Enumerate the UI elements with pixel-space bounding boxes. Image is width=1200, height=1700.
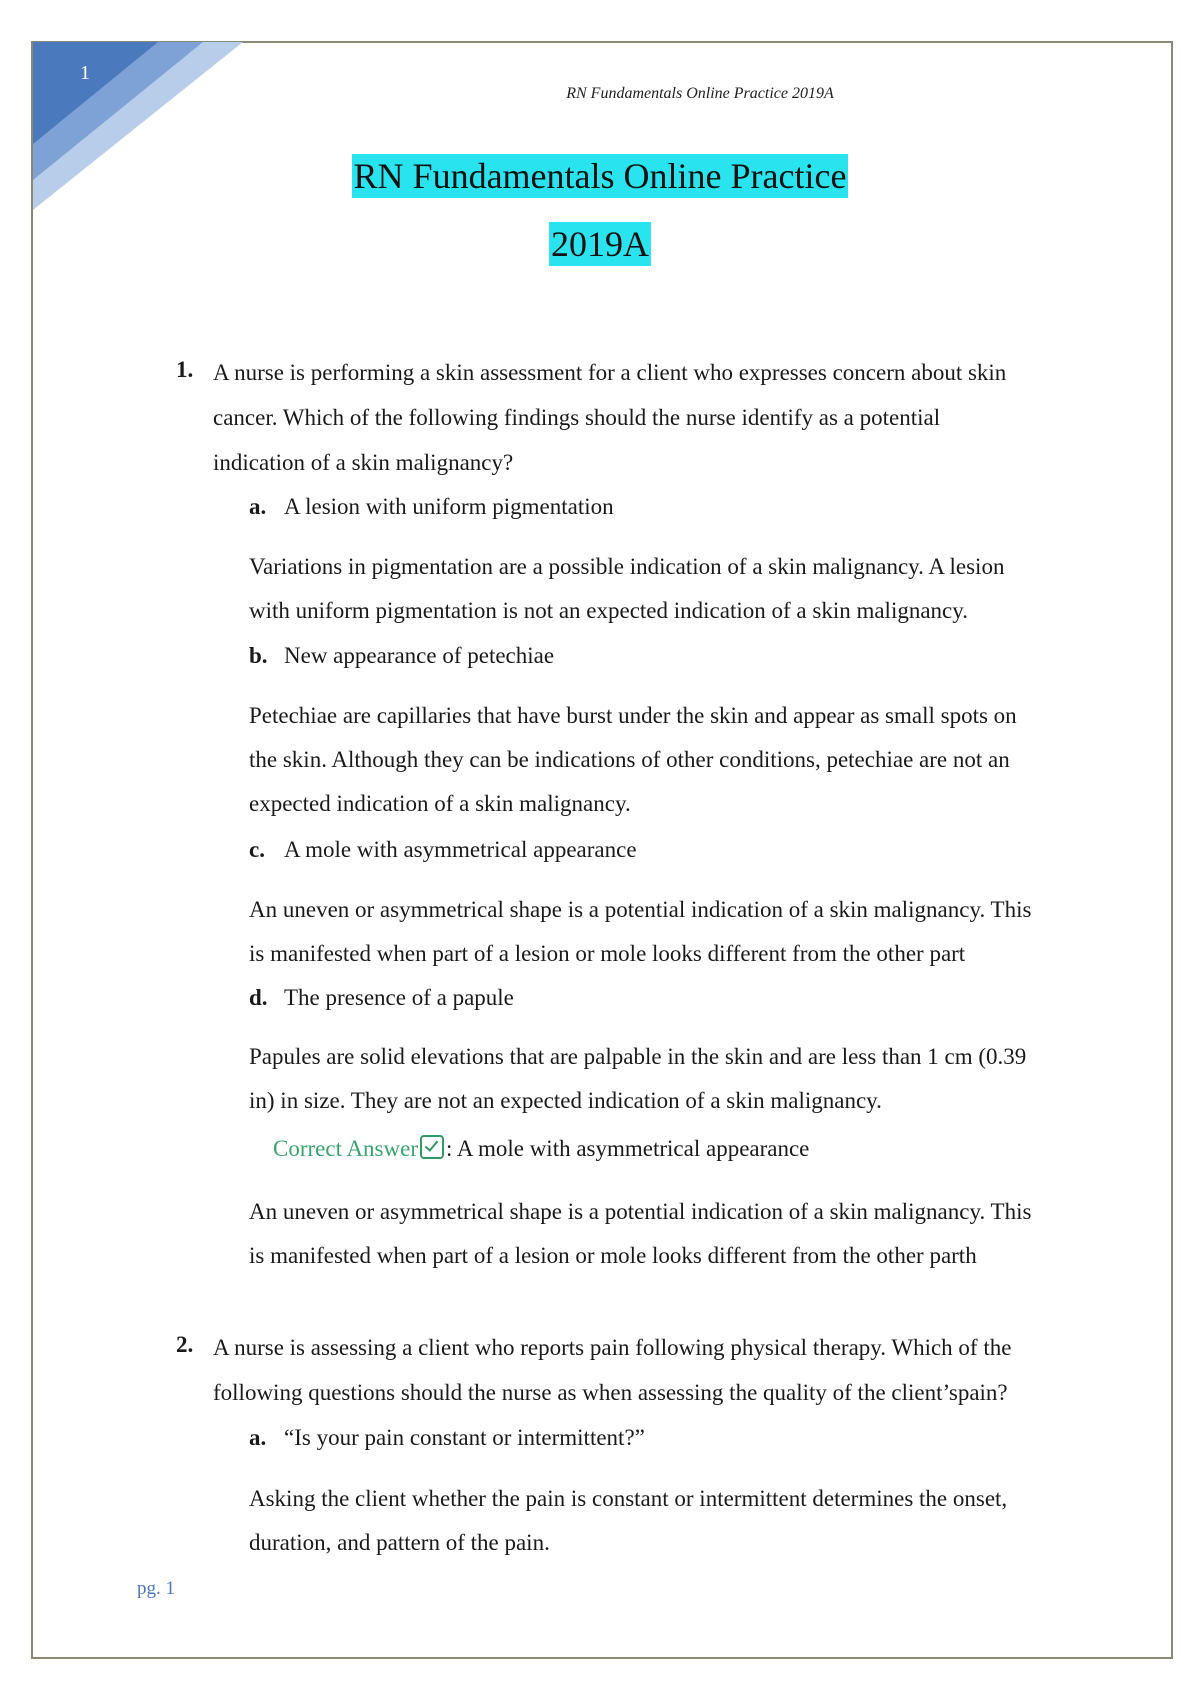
running-header: RN Fundamentals Online Practice 2019A xyxy=(566,85,834,102)
correct-answer-value: : A mole with asymmetrical appearance xyxy=(446,1136,810,1161)
page-title-line1: RN Fundamentals Online Practice xyxy=(353,156,847,196)
explanation-line: Papules are solid elevations that are palpable in the skin and are less than 1 cm (0.39 xyxy=(249,1044,1027,1069)
question-text xyxy=(213,1325,1043,1415)
option-letter: a. xyxy=(249,1425,267,1450)
option-explanation xyxy=(249,694,1069,826)
explanation-line: Petechiae are capillaries that have burst under the skin and appear as small spots on xyxy=(249,703,1017,728)
explanation-line: Asking the client whether the pain is constant or intermittent determines the onset, xyxy=(249,1486,1008,1511)
explanation-line: duration, and pattern of the pain. xyxy=(249,1530,550,1555)
correct-answer xyxy=(273,1135,809,1162)
option-text: “Is your pain constant or intermittent?” xyxy=(284,1425,645,1450)
option-letter: b. xyxy=(249,643,268,668)
option-explanation xyxy=(249,1477,1069,1565)
answer-explanation xyxy=(249,1190,1069,1278)
question-line: cancer. Which of the following findings should the nurse identify as a potential xyxy=(213,405,941,430)
explanation-line: expected indication of a skin malignancy. xyxy=(249,791,631,816)
question-line: A nurse is performing a skin assessment for a client who expresses concern about skin xyxy=(213,360,1007,385)
checkmark-icon xyxy=(420,1135,444,1159)
option-explanation xyxy=(249,1035,1069,1123)
option-text: New appearance of petechiae xyxy=(284,643,555,668)
question-line: A nurse is assessing a client who reports pain following physical therapy. Which of the xyxy=(213,1335,1012,1360)
explanation-line: Variations in pigmentation are a possible indication of a skin malignancy. A lesion xyxy=(249,554,1005,579)
option-letter: d. xyxy=(249,985,268,1010)
question-number: 2. xyxy=(176,1332,194,1357)
correct-answer-label: Correct Answer xyxy=(273,1136,418,1161)
page-title-line2: 2019A xyxy=(551,224,649,264)
option-letter: a. xyxy=(249,494,267,519)
option-text: The presence of a papule xyxy=(284,985,514,1010)
option-letter: c. xyxy=(249,837,265,862)
explanation-line: with uniform pigmentation is not an expected indication of a skin malignancy. xyxy=(249,598,969,623)
explanation-line: An uneven or asymmetrical shape is a potential indication of a skin malignancy. This xyxy=(249,1199,1032,1224)
option-explanation xyxy=(249,888,1069,976)
explanation-line: the skin. Although they can be indications of other conditions, petechiae are not an xyxy=(249,747,1010,772)
option-text: A mole with asymmetrical appearance xyxy=(284,837,637,862)
question-number: 1. xyxy=(176,357,194,382)
option-explanation xyxy=(249,545,1069,633)
option-text: A lesion with uniform pigmentation xyxy=(284,494,614,519)
question-line: following questions should the nurse as when assessing the quality of the client’spain? xyxy=(213,1380,1008,1405)
corner-page-number: 1 xyxy=(80,62,90,84)
explanation-line: is manifested when part of a lesion or mole looks different from the other part xyxy=(249,941,966,966)
footer-page-label: pg. 1 xyxy=(137,1578,175,1599)
question-text xyxy=(213,350,1043,485)
explanation-line: An uneven or asymmetrical shape is a potential indication of a skin malignancy. This xyxy=(249,897,1032,922)
page-title-year xyxy=(0,223,1200,265)
question-line: indication of a skin malignancy? xyxy=(213,450,514,475)
page-title xyxy=(0,155,1200,197)
explanation-line: is manifested when part of a lesion or mole looks different from the other parth xyxy=(249,1243,977,1268)
explanation-line: in) in size. They are not an expected indication of a skin malignancy. xyxy=(249,1088,882,1113)
